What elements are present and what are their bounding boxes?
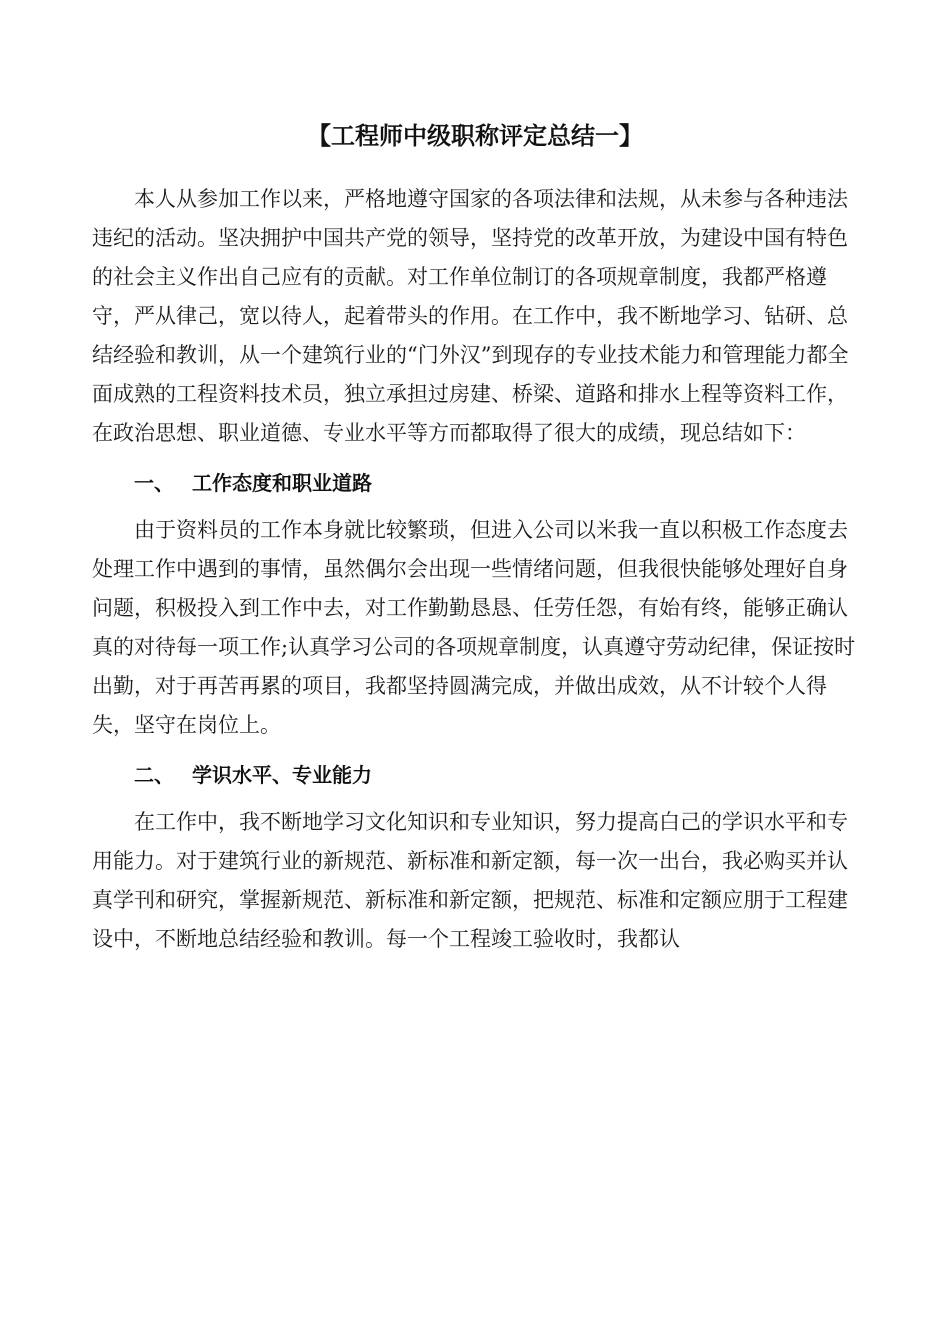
section-number-2: 二、: [134, 763, 174, 787]
document-title: 【工程师中级职称评定总结一】: [307, 122, 643, 150]
section-2-paragraph: 在工作中，我不断地学习文化知识和专业知识，努力提高白己的学识水平和专用能力。对于建筑行业的新规范、新标准和新定额，每一次一出台，我必购买并认真学刊和研究，掌握新规范、新标准和新定额，把规范、标准和定额应朋于工程建设中，不断地总结经验和教训。每一个工程竣工验收时，我都认: [92, 810, 848, 951]
section-heading-1: [92, 465, 858, 501]
document-body: [92, 180, 858, 959]
section-title-1: 工作态度和职业道路: [192, 471, 372, 495]
section-1-paragraph: 由于资料员的工作本身就比较繁琐，但进入公司以米我一直以积极工作态度去处理工作中遇到的事情，虽然偶尔会出现一些情绪问题，但我很快能够处理好自身问题，积极投入到工作中去，对工作勤勤恳恳、任劳任怨，有始有终，能够正确认真的对待每一项工作;认真学习公司的各项规章制度，认真遵守劳动纪律，保证按时出勤，对于再苦再累的项目，我都坚持圆满完成，并做出成效，从不计较个人得失，坚守在岗位上。: [92, 518, 856, 737]
section-heading-2: [92, 757, 858, 793]
section-number-1: 一、: [134, 471, 174, 495]
section-title-2: 学识水平、专业能力: [192, 763, 372, 787]
intro-paragraph: 本人从参加工作以来，严格地遵守国家的各项法律和法规，从未参与各种违法违纪的活动。坚决拥护中国共产党的领导，坚持党的改革开放，为建设中国有特色的社会主义作出自己应有的贡献。对工作单位制订的各项规章制度，我都严格遵守，严从律己，宽以待人，起着带头的作用。在工作中，我不断地学习、钻研、总结经验和教训，从一个建筑行业的“门外汉”到现存的专业技术能力和管理能力都全面成熟的工程资料技术员，独立承担过房建、桥梁、道路和排水上程等资料工作，在政治思想、职业道德、专业水平等方而都取得了很大的成绩，现总结如下：: [92, 187, 849, 445]
